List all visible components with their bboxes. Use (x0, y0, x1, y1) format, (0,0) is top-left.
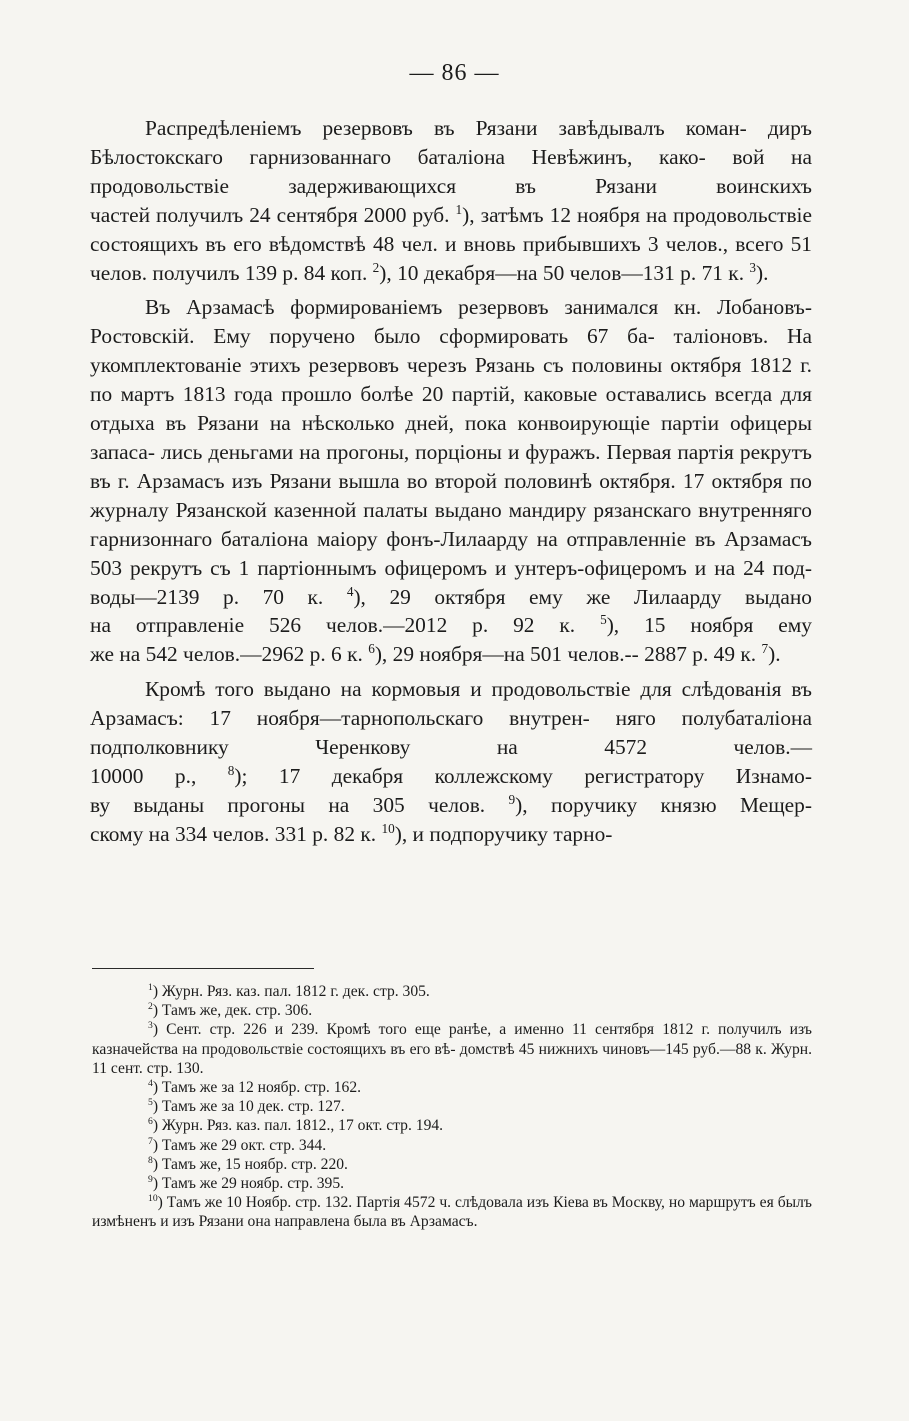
text-line: вой на продовольствіе задерживающихся въ Рязани воинскихъ (90, 144, 812, 198)
footnote-ref: 10 (381, 820, 395, 836)
text-line: фонъ-Лилаарду на отправленніе въ Арзамасъ 503 рекрутъ съ (90, 526, 812, 580)
text-fragment: ), и подпоручику тарно- (394, 821, 613, 846)
footnote-ref: 5 (600, 612, 607, 628)
text-line (90, 764, 812, 788)
footnote-text: ) Тамъ же, 15 ноябр. стр. 220. (152, 1155, 348, 1173)
text-line (90, 585, 812, 609)
text-fragment: воды—2139 р. 70 к. (90, 584, 347, 609)
footnote (92, 982, 812, 1001)
text-line: лись деньгами на прогоны, порціоны и фуражъ. Первая партія (161, 439, 734, 464)
footnote-number: 7 (148, 1135, 153, 1147)
text-line: 1 партіоннымъ офицеромъ и унтеръ-офицеромъ и на 24 под- (238, 555, 813, 580)
footnote-text: ) Журн. Ряз. каз. пал. 1812., 17 окт. стр. 194. (152, 1117, 444, 1135)
text-fragment: ). (768, 642, 781, 667)
footnote-ref: 8 (227, 762, 235, 778)
paragraph-2 (90, 293, 812, 669)
text-line: Кромѣ того выдано на кормовыя и продовольствіе для (145, 677, 672, 702)
footnote-number: 6 (148, 1116, 153, 1128)
footnote-text: въ Арзамасъ. (390, 1213, 478, 1231)
text-line: слѣдованія въ Арзамасъ: 17 ноября—тарнопольскаго внутрен- (90, 677, 812, 731)
text-fragment: ); 17 декабря коллежскому регистратору Изнамо- (234, 763, 812, 788)
footnote-number: 1 (148, 982, 153, 994)
page-number: — 86 — (409, 60, 500, 86)
text-line (90, 613, 812, 637)
text-fragment: 2887 р. 49 к. (644, 642, 762, 667)
footnote-ref: 4 (346, 583, 354, 599)
footnote-ref: 6 (368, 641, 375, 657)
text-fragment: ву выданы прогоны на 305 челов. (90, 792, 509, 817)
text-fragment: ), 29 ноября—на 501 челов.-- (374, 642, 639, 667)
footnote-number: 9 (148, 1174, 153, 1186)
text-line: таліоновъ. На укомплектованіе этихъ резервовъ черезъ Рязань съ (90, 324, 812, 378)
text-fragment: ). (756, 260, 769, 285)
footnote (92, 1193, 812, 1231)
footnote (92, 1097, 812, 1116)
text-line: половины октября 1812 г. по мартъ 1813 года прошло болѣе (90, 353, 812, 407)
text-fragment: 10000 р., (90, 763, 228, 788)
text-line: Лобановъ-Ростовскій. Ему поручено было сформировать 67 ба- (90, 295, 812, 349)
paragraph-3 (90, 675, 812, 848)
footnote-text: Москву, но маршрутъ ея былъ измѣненъ и изъ Рязани она направлена была (92, 1194, 812, 1231)
footnote-text: ) Тамъ же 29 окт. стр. 344. (152, 1136, 327, 1154)
paragraph-1 (90, 114, 812, 287)
text-line (644, 642, 780, 666)
text-line (90, 642, 639, 666)
footnote-ref: 7 (761, 641, 769, 657)
text-line: на нѣсколько дней, пока конвоирующіе партіи офицеры запаса- (90, 411, 812, 464)
footnote-text: ) Тамъ же 29 ноябр. стр. 395. (152, 1175, 345, 1193)
footnotes (92, 982, 812, 1232)
footnote (92, 1078, 812, 1097)
text-fragment: скому на 334 челов. 331 р. 82 к. (90, 821, 382, 846)
text-fragment: же на 542 челов.—2962 р. 6 к. (90, 642, 369, 667)
text-line: октября. 17 октября по журналу Рязанской казенной палаты выдано (90, 468, 812, 522)
footnote-text: ) Тамъ же 10 Ноябр. стр. 132. Партія 4572 ч. слѣдовала изъ Кіева въ (157, 1194, 608, 1212)
footnote-text: ) Журн. Ряз. каз. пал. 1812 г. дек. стр. 305. (152, 983, 430, 1000)
footnote (92, 1020, 812, 1078)
footnote-number: 5 (148, 1097, 153, 1109)
text-fragment: частей получилъ 24 сентября 2000 руб. (90, 202, 456, 227)
footnote-ref: 9 (508, 791, 516, 807)
footnote-text: ) Сент. стр. 226 и 239. Кромѣ того еще ранѣе, а именно 11 сентября (152, 1021, 655, 1039)
footnote-text: домствѣ 45 нижнихъ чиновъ—145 руб.—88 к. Журн. 11 сент. стр. 130. (92, 1040, 812, 1077)
text-line (90, 203, 640, 227)
footnote-text: ) Тамъ же за 12 ноябр. стр. 162. (152, 1079, 362, 1097)
footnote (92, 1001, 812, 1020)
footnote-text: 1812 г. получилъ изъ казначейства на продовольствіе состоящихъ въ его вѣ- (92, 1021, 812, 1058)
text-line: Въ Арзамасѣ формированіемъ резервовъ занимался кн. (145, 295, 702, 320)
footnote (92, 1155, 812, 1174)
text-line: вновь прибывшихъ 3 челов., всего 51 челов. получилъ 139 р. (90, 231, 812, 285)
text-fragment: на отправленіе 526 челов.—2012 р. 92 к. (90, 613, 601, 638)
text-fragment: ), 15 ноября ему (606, 613, 812, 638)
footnote-divider (92, 968, 314, 969)
footnote-ref: 1 (455, 201, 463, 217)
text-line: диръ Бѣлостокскаго гарнизованнаго баталіона Невѣжинъ, како- (90, 116, 812, 169)
text-fragment: ), 29 октября ему же Лилаарду выдано (353, 584, 812, 609)
text-line: Распредѣленіемъ резервовъ въ Рязани завѣдывалъ коман- (145, 116, 747, 140)
footnote-ref: 3 (749, 259, 757, 275)
text-line (90, 793, 812, 817)
text-line (304, 261, 769, 285)
text-line: няго полубаталіона подполковнику Черенкову на 4572 челов.— (90, 706, 812, 760)
footnote (92, 1116, 812, 1135)
footnote-number: 3 (148, 1020, 153, 1032)
footnote-ref: 2 (372, 259, 380, 275)
text-fragment: 84 коп. (303, 260, 373, 285)
text-line: 20 партій, каковые оставались всегда для отдыха въ Рязани (90, 382, 812, 436)
text-line: рекрутъ въ г. Арзамасъ изъ Рязани вышла во второй половинѣ (90, 439, 812, 493)
footnote-number: 4 (148, 1078, 153, 1090)
text-line: на продовольствіе состоящихъ въ его вѣдомствѣ 48 чел. и (90, 202, 812, 256)
text-fragment: ), затѣмъ 12 ноября (462, 202, 641, 227)
footnote (92, 1174, 812, 1193)
footnote-text: ) Тамъ же за 10 дек. стр. 127. (152, 1098, 345, 1116)
main-text (90, 114, 812, 849)
footnote-number: 10 (148, 1193, 158, 1205)
text-line: мандиру рязанскаго внутренняго гарнизоннаго баталіона маіору (90, 497, 812, 551)
footnote-number: 2 (148, 1001, 153, 1013)
text-fragment: ), поручику князю Мещер- (515, 792, 812, 817)
footnote-number: 8 (148, 1154, 153, 1166)
text-fragment: ), 10 декабря—на 50 челов—131 р. 71 к. (379, 260, 750, 285)
footnote-text: ) Тамъ же, дек. стр. 306. (152, 1002, 313, 1020)
footnote (92, 1136, 812, 1155)
text-line (90, 822, 612, 846)
